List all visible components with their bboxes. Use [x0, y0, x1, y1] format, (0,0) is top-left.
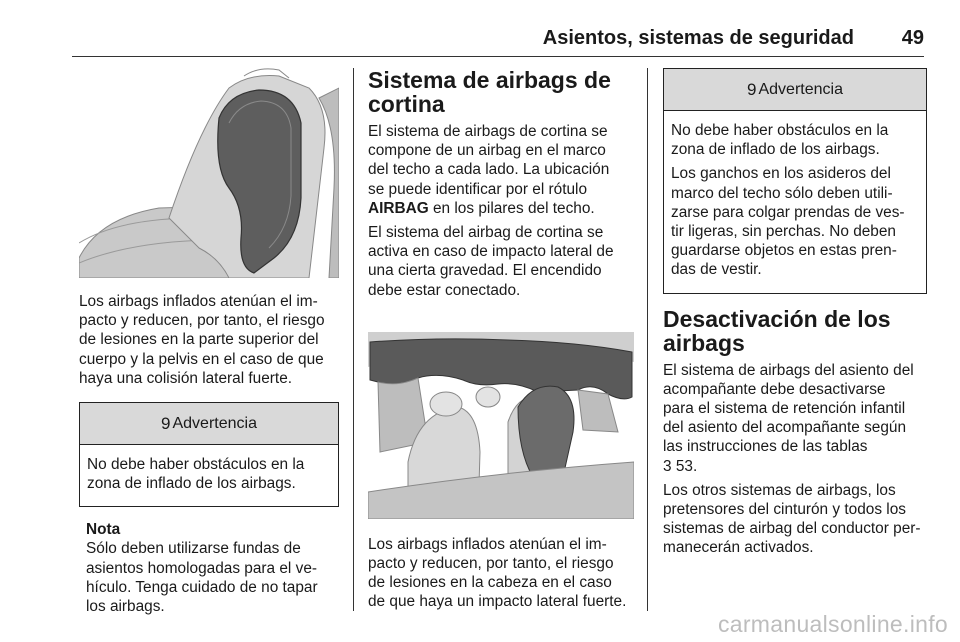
deactivation-paragraph-1: El sistema de airbags del asiento del acompañante debe desactivarse para el sistema de retención infantil del asiento del acompañante según las instrucciones de las tablas 3 53. [663, 361, 914, 475]
figure-caption: Los airbags inflados atenúan el im- pacto y reducen, por tanto, el riesgo de lesiones en la parte superior del cuerpo y la pelvis en el caso de que haya una colisión lateral fuerte. [79, 293, 325, 387]
note-text: Sólo deben utilizarse fundas de asientos homologadas para el ve- hículo. Tenga cuidado de no tapar los airbags. [86, 540, 318, 616]
warning-text-2: Los ganchos en los asideros del marco del techo sólo deben utili- zarse para colgar prendas de ves- tir ligeras, sin perchas. No deben guardarse objetos en estas pren- das de vestir. [671, 165, 905, 279]
warning-title: Advertencia [758, 80, 843, 98]
curtain-paragraph-2: El sistema del airbag de cortina se activa en caso de impacto lateral de una cierta gravedad. El encendido debe estar conectado. [368, 224, 614, 299]
column-middle [368, 68, 634, 612]
figure-caption: Los airbags inflados atenúan el im- pacto y reducen, por tanto, el riesgo de lesiones en la cabeza en el caso de que haya un impacto lateral fuerte. [368, 535, 627, 611]
warning-body [664, 111, 926, 293]
side-airbag-seat-illustration [79, 68, 339, 278]
seat-airbag-illustration [79, 68, 339, 278]
page-reference-link[interactable]: 3 53. [663, 457, 698, 475]
column-divider-1 [353, 68, 354, 611]
column-left [79, 68, 339, 616]
curtain-airbag-illustration [368, 312, 634, 519]
column-right [663, 68, 927, 558]
warning-icon: 9 [747, 79, 757, 99]
curtain-airbag-interior-illustration [368, 312, 634, 519]
warning-header [664, 69, 926, 111]
warning-text-1: No debe haber obstáculos en la zona de inflado de los airbags. [671, 122, 889, 159]
header-divider [72, 56, 924, 57]
note-title: Nota [86, 521, 121, 539]
warning-text: No debe haber obstáculos en la zona de inflado de los airbags. [87, 456, 305, 493]
page-ref-icon: 3 [663, 457, 672, 475]
warning-title: Advertencia [172, 414, 257, 432]
section-heading-curtain-airbags: Sistema de airbags de cortina [368, 67, 611, 117]
watermark: carmanualsonline.info [717, 611, 948, 637]
warning-icon: 9 [161, 413, 171, 433]
page-header [0, 0, 960, 56]
warning-box [79, 402, 339, 507]
column-divider-2 [647, 68, 648, 611]
section-title: Asientos, sistemas de seguridad [542, 27, 854, 49]
warning-body [80, 445, 338, 506]
curtain-paragraph-1: El sistema de airbags de cortina se compone de un airbag en el marco del techo a cada lado. La ubicación se puede identificar por el rótulo AIRBAG en los pilares del techo. [368, 123, 610, 217]
warning-header [80, 403, 338, 445]
page-number: 49 [901, 27, 924, 49]
deactivation-paragraph-2: Los otros sistemas de airbags, los pretensores del cinturón y todos los sistemas de airbag del conductor per- manecerán activados. [663, 481, 921, 557]
warning-box [663, 68, 927, 294]
note-block [79, 520, 339, 616]
airbag-label-bold: AIRBAG [368, 199, 429, 217]
section-heading-deactivation: Desactivación de los airbags [663, 305, 891, 356]
